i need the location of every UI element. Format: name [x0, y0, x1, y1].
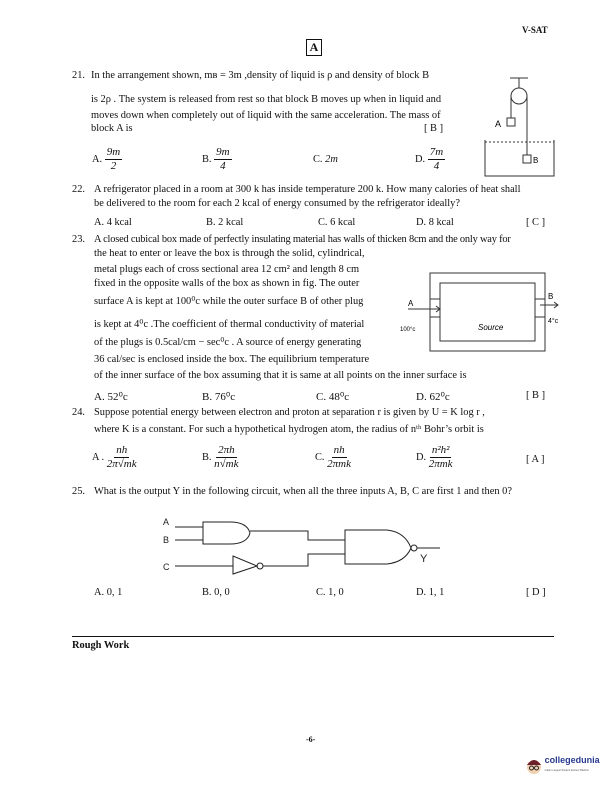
svg-text:A: A	[163, 517, 170, 527]
q21-option-b: B. $\frac{9m}{4}$	[202, 146, 230, 172]
q22-option-d: D. 8 kcal	[416, 217, 454, 228]
svg-text:B: B	[548, 292, 554, 301]
q22-line: A refrigerator placed in a room at 300 k has inside temperature 200 k. How many calories of heat shall	[94, 184, 521, 195]
q21-line: In the arrangement shown, mʙ = 3m ,density of liquid is ρ and density of block B	[91, 70, 430, 81]
q24-number: 24.	[72, 407, 85, 418]
q24-answer: [ A ]	[526, 454, 545, 465]
q23-line: surface A is kept at 100⁰c while the outer surface B of other plug	[94, 296, 364, 307]
q23-line: of the inner surface of the box assuming that it is same at all points on the inner surface is	[94, 370, 467, 381]
q25-number: 25.	[72, 486, 85, 497]
svg-text:C: C	[163, 562, 170, 572]
q21-option-a: A. $\frac{9m}{2}$	[92, 146, 121, 172]
q23-option-c: C. 48⁰c	[316, 391, 350, 403]
q25-option-c: C. 1, 0	[316, 587, 344, 598]
svg-text:A: A	[408, 299, 414, 308]
q21-answer: [ B ]	[424, 123, 444, 134]
set-label: A	[306, 39, 322, 56]
rough-work-label: Rough Work	[72, 640, 130, 651]
q24-option-d: D. n²h² 2πmk	[416, 444, 453, 470]
q25-option-b: B. 0, 0	[202, 587, 230, 598]
svg-text:A: A	[495, 119, 502, 129]
svg-text:B: B	[533, 156, 539, 165]
q22-answer: [ C ]	[526, 217, 546, 228]
q24-option-a: A . $\frac{nh}{2\pi√mk}$	[92, 444, 137, 470]
q22-line: be delivered to the room for each 2 kcal of energy consumed by the refrigerator ideally?	[94, 198, 460, 209]
divider	[72, 636, 554, 637]
q21-line: is 2ρ . The system is released from rest so that block B moves up when in liquid and	[91, 94, 442, 105]
q23-line: 36 cal/sec is enclosed inside the box. The equilibrium temperature	[94, 354, 370, 365]
svg-text:B: B	[163, 535, 170, 545]
q25-option-a: A. 0, 1	[94, 587, 123, 598]
page-number: -6-	[306, 735, 316, 744]
q21-number: 21.	[72, 70, 85, 81]
q22-option-a: A. 4 kcal	[94, 217, 132, 228]
q23-line: fixed in the opposite walls of the box as shown in fig. The outer	[94, 278, 360, 289]
q22-option-c: C. 6 kcal	[318, 217, 356, 228]
q25-option-d: D. 1, 1	[416, 587, 445, 598]
q23-line: of the plugs is 0.5cal/cm − sec⁰c . A source of energy generating	[94, 337, 362, 348]
q21-line: moves down when completely out of liquid with the same acceleration. The mass of	[91, 110, 441, 121]
svg-text:4°c: 4°c	[548, 318, 559, 325]
q25-answer: [ D ]	[526, 587, 546, 598]
q23-number: 23.	[72, 234, 85, 245]
svg-text:Source: Source	[478, 323, 504, 332]
q23-answer: [ B ]	[526, 390, 546, 401]
q22-number: 22.	[72, 184, 85, 195]
svg-text:100°c: 100°c	[400, 327, 416, 333]
q24-option-c: C. nh 2πmk	[315, 444, 351, 470]
q24-line: where K is a constant. For such a hypothetical hydrogen atom, the radius of nᵗʰ Bohr’s orbit is	[94, 424, 484, 435]
q23-line: is kept at 4⁰c .The coefficient of thermal conductivity of material	[94, 319, 365, 330]
q25-line: What is the output Y in the following circuit, when all the three inputs A, B, C are first 1 and then 0?	[94, 486, 512, 497]
q21-line: block A is	[91, 123, 133, 134]
q24-option-b: B. $\frac{2\pi h}{n√mk}$	[202, 444, 239, 470]
pulley-figure	[480, 70, 560, 180]
q23-line: metal plugs each of cross sectional area 12 cm² and length 8 cm	[94, 264, 360, 275]
collegedunia-logo: collegedunia India's Largest Student Review Platform	[526, 756, 600, 775]
q23-option-d: D. 62⁰c	[416, 391, 450, 403]
q23-option-a: A. 52⁰c	[94, 391, 128, 403]
q23-line: the heat to enter or leave the box is through the solid, cylindrical,	[94, 248, 365, 259]
q21-option-d: D. $\frac{7m}{4}$	[415, 146, 444, 172]
q23-option-b: B. 76⁰c	[202, 391, 236, 403]
exam-code: V-SAT	[522, 25, 548, 35]
q21-option-c: C. 2m	[313, 154, 338, 165]
q23-line: A closed cubical box made of perfectly insulating material has walls of thicken 8cm and the only way for	[94, 234, 511, 245]
svg-text:Y: Y	[420, 553, 428, 565]
logic-circuit	[155, 510, 445, 585]
mascot-icon	[526, 757, 542, 775]
q22-option-b: B. 2 kcal	[206, 217, 244, 228]
box-figure	[400, 265, 560, 360]
q24-line: Suppose potential energy between electron and proton at separation r is given by U = K log r ,	[94, 407, 485, 418]
